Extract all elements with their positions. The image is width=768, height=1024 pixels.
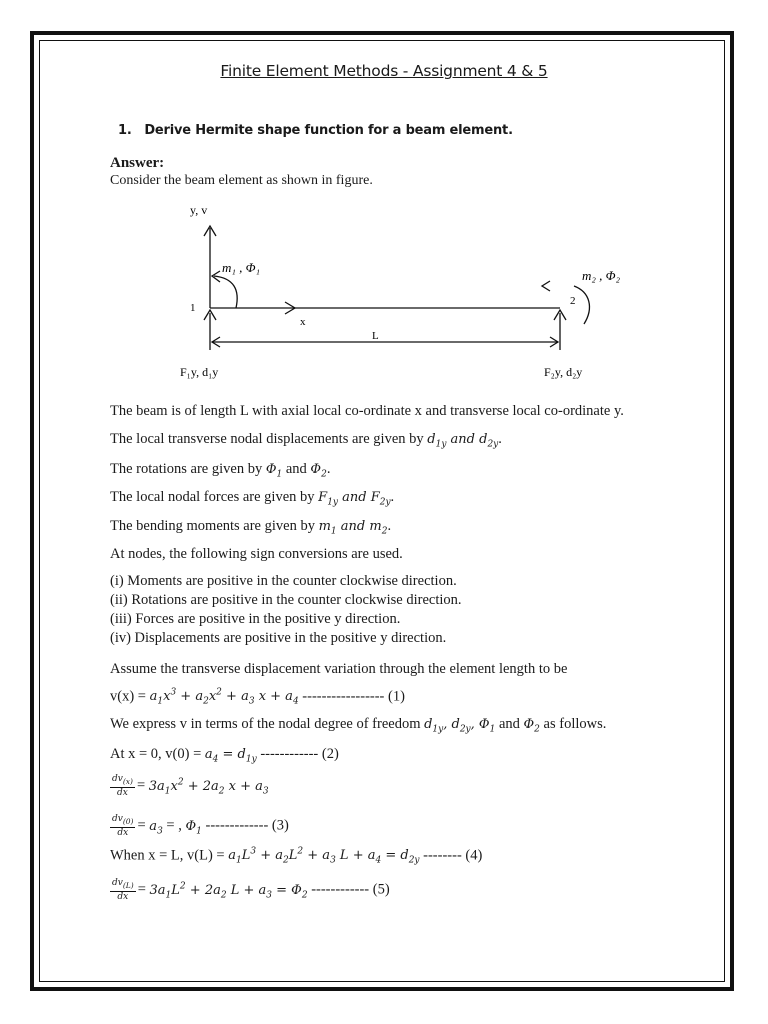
length-label: L — [372, 330, 379, 342]
page-title: Finite Element Methods - Assignment 4 & 5 — [220, 62, 548, 80]
x-axis-label: x — [300, 316, 306, 328]
para-rotations: The rotations are given by $\Phi_1$ and $\Phi_2$. — [110, 461, 331, 480]
para-text: and — [282, 461, 311, 477]
force-2-label: F₂y, d₂y — [544, 365, 583, 379]
para-displacements: The local transverse nodal displacements are given by $d_{1y}$ and $d_{2y}$. — [110, 431, 502, 450]
para-sign-conventions: At nodes, the following sign conversions are used. — [110, 546, 403, 562]
para-beam-length: The beam is of length L with axial local co-ordinate x and transverse local co-ordinate y. — [110, 403, 624, 419]
para-moments: The bending moments are given by $m_1$ and $m_2$. — [110, 518, 392, 537]
para-text: and — [495, 716, 524, 732]
equation-3: $\frac{dv_{(0)}}{dx}$ = $a_3$ = , $\Phi_1$ ------------- (3) — [112, 814, 289, 838]
eq-number: ------------- (3) — [201, 817, 289, 834]
moment-2-arrow — [574, 286, 589, 324]
question-1 — [118, 123, 513, 138]
eq-number: -------- (4) — [419, 847, 483, 864]
equation-4: When x = L, $v(L) = a_1L^3 + a_2L^2 + a_3$ $L + a_4 = d_{2y}$ -------- (4) — [110, 847, 483, 866]
question-number: 1. — [118, 123, 132, 138]
para-text: When x = L, v(L) = — [110, 847, 229, 864]
m2-label: m₂ , Φ₂ — [582, 268, 621, 283]
m1-label: m₁ , Φ₁ — [222, 260, 261, 275]
equation-2: At x = 0, $v(0) = a_4 = d_{1y}$ ------------ (2) — [110, 746, 339, 765]
convention-4: (iv) Displacements are positive in the positive y direction. — [110, 630, 447, 646]
axis-label: y, v — [190, 203, 208, 217]
eq-number: ------------ (5) — [307, 881, 390, 898]
eq-number: ------------ (2) — [256, 746, 339, 762]
force-1-label: F₁y, d₁y — [180, 365, 219, 379]
intro-text: Consider the beam element as shown in figure. — [110, 173, 373, 188]
node-2-label: 2 — [570, 295, 576, 307]
para-text: The bending moments are given by — [110, 518, 319, 534]
para-text: as follows. — [539, 716, 607, 732]
moment-2-arrowhead — [542, 281, 550, 291]
convention-2: (ii) Rotations are positive in the counter clockwise direction. — [110, 592, 462, 608]
equation-5: $\frac{dv_{(L)}}{dx}$ = $3a_1L^2 + 2a_2$ $L + a_3 = \Phi_2$ ------------ (5) — [112, 878, 390, 902]
para-text: The local nodal forces are given by — [110, 489, 319, 505]
answer-label: Answer: — [110, 155, 165, 171]
para-text: The local transverse nodal displacements are given by — [110, 431, 428, 447]
node-1-label: 1 — [190, 302, 196, 314]
para-text: We express v in terms of the nodal degree of freedom — [110, 716, 425, 732]
para-assume: Assume the transverse displacement variation through the element length to be — [110, 661, 568, 677]
para-text: The rotations are given by — [110, 461, 266, 477]
convention-3: (iii) Forces are positive in the positive y direction. — [110, 611, 401, 627]
question-text: Derive Hermite shape function for a beam element. — [144, 123, 513, 138]
convention-1: (i) Moments are positive in the counter clockwise direction. — [110, 573, 457, 589]
equation-1: $v(x) = a_1x^3 + a_2x^2 + a_3$ $x + a_4$ ----------------- (1) — [110, 688, 405, 707]
eq-number: ----------------- (1) — [298, 688, 405, 705]
para-text: At x = 0, v(0) = — [110, 746, 205, 762]
beam-element-figure — [170, 198, 650, 388]
para-express: We express v in terms of the nodal degree of freedom $d_{1y}$, $d_{2y}$, $\Phi_1$ and $\Phi_2$ as follows. — [110, 716, 607, 735]
para-forces: The local nodal forces are given by $F_{1y}$ and $F_{2y}$. — [110, 489, 395, 508]
equation-derivative: $\frac{dv_{(x)}}{dx}$ = $3a_1x^2 + 2a_2$ $x + a_3$ — [112, 774, 269, 798]
